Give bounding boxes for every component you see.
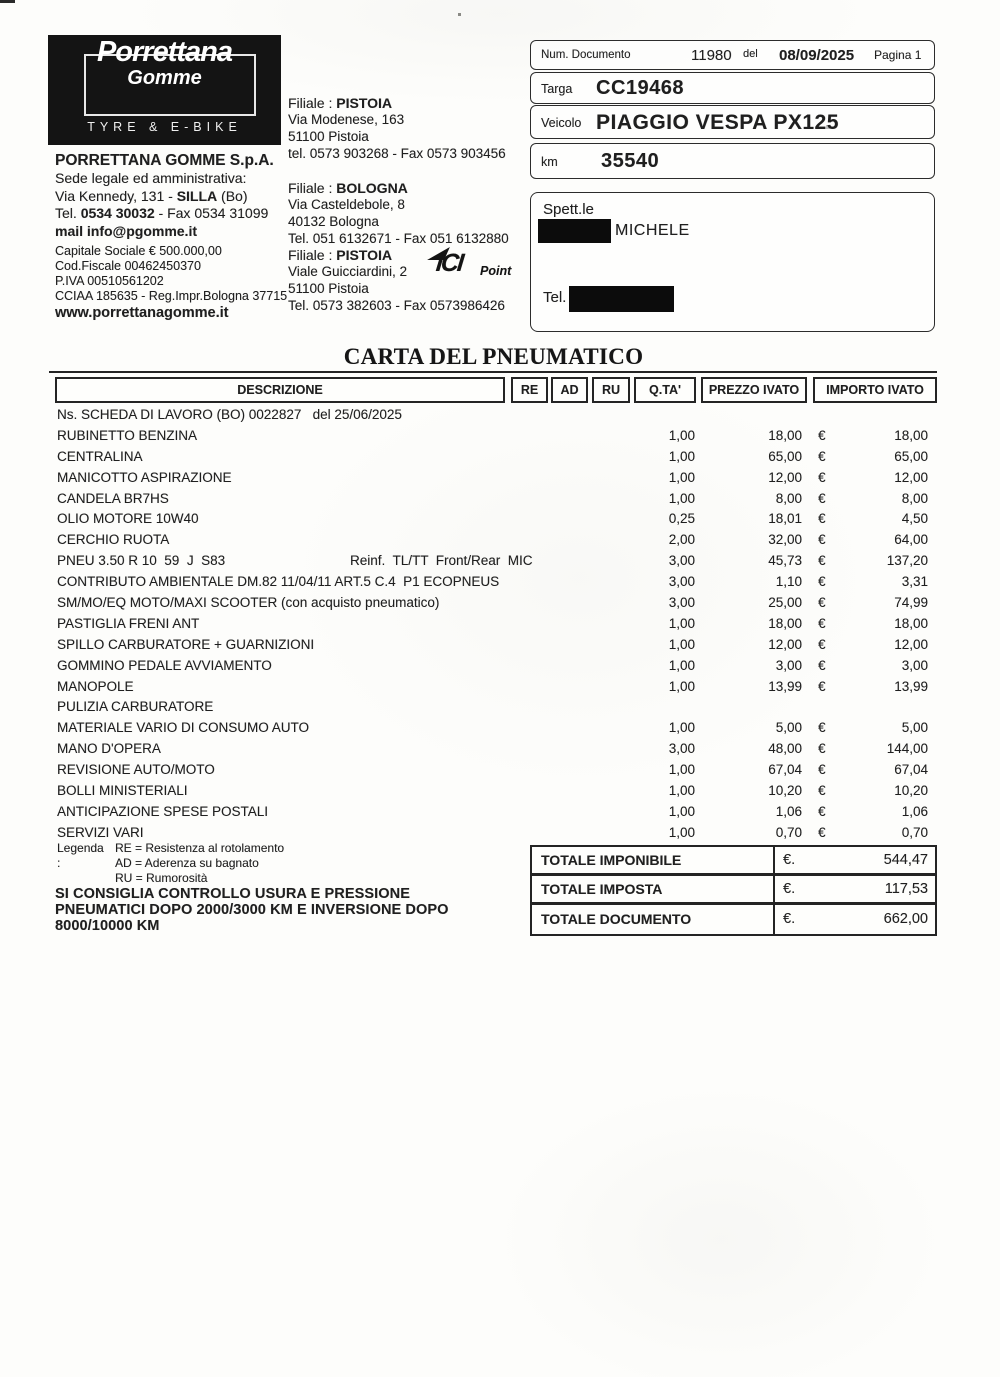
customer-salutation: Spett.le — [543, 201, 594, 218]
vehicle-value: PIAGGIO VESPA PX125 — [596, 111, 839, 134]
hq-street-line — [55, 188, 274, 206]
table-row — [50, 613, 937, 634]
euro-symbol: € — [818, 469, 826, 485]
company-registry-block — [55, 244, 287, 321]
row-unit-price: 1,06 — [775, 803, 802, 819]
doc-date: 08/09/2025 — [779, 47, 855, 64]
row-unit-price: 45,73 — [768, 553, 802, 569]
row-description: CERCHIO RUOTA — [57, 532, 170, 548]
table-row — [50, 634, 937, 655]
hq-street-suffix: (Bo) — [217, 187, 248, 204]
row-quantity: 1,00 — [668, 448, 695, 464]
hq-phone-line — [55, 205, 274, 223]
total-documento-row — [530, 903, 937, 936]
header-descrizione: DESCRIZIONE — [55, 377, 505, 403]
scan-artifact — [0, 0, 15, 3]
vehicle-row — [530, 105, 935, 139]
row-extra-detail: Reinf. TL/TT Front/Rear MIC — [350, 553, 533, 569]
row-quantity: 1,00 — [668, 803, 695, 819]
company-email: mail info@pgomme.it — [55, 222, 197, 239]
hq-tel-prefix: Tel. — [55, 205, 81, 221]
row-quantity: 1,00 — [668, 657, 695, 673]
branch-label: Filiale : — [288, 247, 337, 263]
table-top-rule — [49, 371, 937, 373]
plate-value: CC19468 — [596, 77, 685, 99]
table-row — [50, 717, 937, 738]
row-unit-price: 13,99 — [768, 678, 802, 694]
row-amount: 67,04 — [894, 762, 928, 778]
branch-heading — [288, 180, 509, 196]
header-prezzo-ivato: PREZZO IVATO — [701, 377, 807, 403]
row-unit-price: 1,10 — [775, 574, 802, 590]
row-description: Ns. SCHEDA DI LAVORO (BO) 0022827 del 25/06/2025 — [57, 407, 402, 422]
company-identity-block — [55, 152, 274, 240]
row-description: MATERIALE VARIO DI CONSUMO AUTO — [57, 720, 310, 736]
table-row — [50, 780, 937, 801]
row-quantity: 1,00 — [668, 490, 695, 506]
branch-label: Filiale : — [288, 180, 337, 196]
hq-label: Sede legale ed amministrativa: — [55, 170, 247, 186]
logo-wordmark-line1: Porrettana — [96, 36, 233, 68]
row-quantity: 1,00 — [668, 615, 695, 631]
row-unit-price: 18,01 — [768, 511, 802, 527]
company-website: www.porrettanagomme.it — [55, 305, 229, 321]
row-amount: 137,20 — [886, 553, 928, 569]
row-quantity: 1,00 — [668, 427, 695, 443]
ici-point-label: Point — [480, 264, 512, 278]
customer-box — [530, 192, 935, 332]
row-quantity: 3,00 — [668, 553, 695, 569]
row-unit-price: 18,00 — [768, 427, 802, 443]
cciaa-line: CCIAA 185635 - Reg.Impr.Bologna 37715 — [55, 289, 288, 303]
row-quantity: 0,25 — [668, 511, 695, 527]
logo-wordmark-line2: Gomme — [127, 67, 202, 89]
customer-tel-redaction — [569, 286, 674, 312]
row-unit-price: 3,00 — [775, 657, 802, 673]
advice-line-2: PNEUMATICI DOPO 2000/3000 KM E INVERSIONE DOPO — [55, 902, 449, 918]
ici-wordmark: ICI — [434, 249, 464, 277]
row-description: OLIO MOTORE 10W40 — [57, 511, 199, 527]
row-description: REVISIONE AUTO/MOTO — [57, 762, 215, 778]
euro-symbol: € — [818, 595, 826, 611]
branch-city: PISTOIA — [336, 95, 392, 111]
row-description: MANOPOLE — [57, 678, 134, 694]
company-name: PORRETTANA GOMME S.p.A. — [55, 152, 274, 169]
vat-line: P.IVA 00510561202 — [55, 274, 164, 288]
odometer-label: km — [541, 155, 558, 169]
doc-number-label: Num. Documento — [541, 49, 631, 61]
row-description: PNEU 3.50 R 10 59 J S83 — [57, 553, 226, 569]
table-row — [50, 529, 937, 550]
row-amount: 5,00 — [901, 720, 928, 736]
total-imponibile-label: TOTALE IMPONIBILE — [532, 847, 775, 873]
total-documento-label: TOTALE DOCUMENTO — [532, 905, 775, 934]
branch-block-bologna — [288, 180, 509, 247]
total-imponibile-row — [530, 845, 937, 875]
row-quantity: 1,00 — [668, 469, 695, 485]
header-qta: Q.TA' — [634, 377, 696, 403]
branch-zip-city: 51100 Pistoia — [288, 281, 369, 296]
branch-zip-city: 40132 Bologna — [288, 214, 379, 229]
row-amount: 0,70 — [901, 824, 928, 840]
total-imposta-amount: 117,53 — [884, 881, 928, 897]
plate-row — [530, 72, 935, 104]
row-description: RUBINETTO BENZINA — [57, 427, 198, 443]
legend-item-ru: RU = Rumorosità — [115, 871, 208, 885]
hq-fax-number: - Fax 0534 31099 — [154, 205, 269, 221]
row-quantity: 1,00 — [668, 762, 695, 778]
advice-line-1: SI CONSIGLIA CONTROLLO USURA E PRESSIONE — [55, 886, 410, 902]
table-row — [50, 508, 937, 529]
euro-symbol: € — [818, 762, 826, 778]
odometer-value: 35540 — [601, 150, 660, 172]
row-amount: 3,31 — [901, 574, 928, 590]
euro-symbol: € — [818, 741, 826, 757]
legend-item-ad: AD = Aderenza su bagnato — [115, 856, 259, 870]
hq-street-city: SILLA — [176, 187, 218, 204]
row-unit-price: 8,00 — [775, 490, 802, 506]
company-logo — [48, 35, 281, 145]
euro-symbol: € — [818, 783, 826, 799]
row-quantity: 1,00 — [668, 824, 695, 840]
doc-del-label: del — [743, 48, 758, 60]
row-amount: 1,06 — [901, 803, 928, 819]
total-documento-value-cell — [775, 905, 935, 934]
row-description: PASTIGLIA FRENI ANT — [57, 615, 200, 631]
legend-item-re: RE = Resistenza al rotolamento — [115, 841, 285, 855]
euro-symbol: € — [818, 636, 826, 652]
doc-number-value: 11980 — [691, 47, 732, 64]
row-amount: 4,50 — [901, 511, 928, 527]
euro-symbol: € — [818, 448, 826, 464]
customer-tel-label: Tel. — [543, 289, 567, 306]
branch-street: Via Modenese, 163 — [288, 112, 405, 127]
currency-prefix: €. — [783, 852, 796, 868]
customer-name-visible: MICHELE — [615, 222, 690, 239]
row-description: ANTICIPAZIONE SPESE POSTALI — [57, 803, 269, 819]
euro-symbol: € — [818, 615, 826, 631]
euro-symbol: € — [818, 678, 826, 694]
vehicle-label: Veicolo — [541, 116, 582, 130]
table-row — [50, 550, 937, 571]
total-imponibile-amount: 544,47 — [883, 852, 928, 868]
euro-symbol: € — [818, 427, 826, 443]
currency-prefix: €. — [783, 911, 796, 927]
doc-number-row — [530, 40, 935, 70]
branch-label: Filiale : — [288, 95, 337, 111]
row-description: MANICOTTO ASPIRAZIONE — [57, 469, 232, 485]
row-description: PULIZIA CARBURATORE — [57, 699, 214, 715]
row-unit-price: 48,00 — [768, 741, 802, 757]
euro-symbol: € — [818, 657, 826, 673]
row-quantity: 1,00 — [668, 783, 695, 799]
row-quantity: 2,00 — [668, 532, 695, 548]
line-items — [50, 404, 937, 843]
row-unit-price: 67,04 — [768, 762, 802, 778]
table-row — [50, 488, 937, 509]
row-description: BOLLI MINISTERIALI — [57, 783, 188, 799]
row-description: CONTRIBUTO AMBIENTALE DM.82 11/04/11 ART.5 C.4 P1 ECOPNEUS — [57, 574, 500, 590]
row-amount: 8,00 — [901, 490, 928, 506]
row-amount: 3,00 — [901, 657, 928, 673]
row-unit-price: 5,00 — [775, 720, 802, 736]
odometer-row — [530, 143, 935, 179]
legend-label: Legenda : — [57, 841, 104, 870]
row-unit-price: 25,00 — [768, 595, 802, 611]
row-amount: 18,00 — [894, 615, 928, 631]
total-imposta-label: TOTALE IMPOSTA — [532, 876, 775, 902]
total-imponibile-value-cell — [775, 847, 935, 873]
row-description: MANO D'OPERA — [57, 741, 161, 757]
plate-label: Targa — [541, 82, 573, 96]
row-unit-price: 0,70 — [775, 824, 802, 840]
doc-page-label: Pagina 1 — [874, 48, 922, 62]
table-row — [50, 738, 937, 759]
table-row — [50, 822, 937, 843]
table-row — [50, 759, 937, 780]
row-quantity: 3,00 — [668, 595, 695, 611]
table-row — [50, 655, 937, 676]
header-ad: AD — [551, 377, 588, 403]
branch-zip-city: 51100 Pistoia — [288, 129, 369, 144]
logo-tagline: TYRE & E-BIKE — [87, 120, 242, 134]
row-unit-price: 18,00 — [768, 615, 802, 631]
row-unit-price: 65,00 — [768, 448, 802, 464]
row-unit-price: 10,20 — [768, 783, 802, 799]
legend-items — [115, 841, 435, 886]
euro-symbol: € — [818, 553, 826, 569]
branch-block-pistoia-1 — [288, 95, 506, 162]
euro-symbol: € — [818, 490, 826, 506]
row-description: SPILLO CARBURATORE + GUARNIZIONI — [57, 636, 315, 652]
scan-artifact — [458, 13, 461, 16]
table-row — [50, 592, 937, 613]
table-row — [50, 446, 937, 467]
header-ru: RU — [592, 377, 630, 403]
row-quantity: 1,00 — [668, 720, 695, 736]
total-documento-amount: 662,00 — [883, 911, 928, 927]
row-amount: 12,00 — [894, 469, 928, 485]
euro-symbol: € — [818, 532, 826, 548]
branch-phone: Tel. 0573 382603 - Fax 0573986426 — [288, 298, 505, 313]
euro-symbol: € — [818, 720, 826, 736]
row-description: SM/MO/EQ MOTO/MAXI SCOOTER (con acquisto pneumatico) — [57, 595, 440, 611]
row-unit-price: 12,00 — [768, 469, 802, 485]
table-row — [50, 696, 937, 717]
table-row — [50, 676, 937, 697]
advice-line-3: 8000/10000 KM — [55, 918, 160, 934]
branch-phone: Tel. 051 6132671 - Fax 051 6132880 — [288, 231, 509, 246]
branch-street: Viale Guicciardini, 2 — [288, 264, 408, 279]
row-quantity: 3,00 — [668, 574, 695, 590]
branch-heading — [288, 95, 506, 111]
document-title: CARTA DEL PNEUMATICO — [343, 344, 644, 369]
row-unit-price: 12,00 — [768, 636, 802, 652]
fiscal-code-line: Cod.Fiscale 00462450370 — [55, 259, 201, 273]
table-row — [50, 425, 937, 446]
row-description: GOMMINO PEDALE AVVIAMENTO — [57, 657, 272, 673]
row-quantity: 1,00 — [668, 636, 695, 652]
row-amount: 10,20 — [894, 783, 928, 799]
row-quantity: 1,00 — [668, 678, 695, 694]
row-description: CANDELA BR7HS — [57, 490, 169, 506]
total-imposta-row — [530, 874, 937, 904]
branch-city: BOLOGNA — [336, 180, 408, 196]
row-amount: 144,00 — [886, 741, 928, 757]
table-row — [50, 571, 937, 592]
header-importo-ivato: IMPORTO IVATO — [813, 377, 937, 403]
table-row — [50, 467, 937, 488]
table-row — [50, 801, 937, 822]
row-unit-price: 32,00 — [768, 532, 802, 548]
euro-symbol: € — [818, 824, 826, 840]
row-description: SERVIZI VARI — [57, 824, 144, 840]
hq-tel-number: 0534 30032 — [80, 205, 155, 221]
capital-line: Capitale Sociale € 500.000,00 — [55, 244, 222, 258]
row-amount: 74,99 — [894, 595, 928, 611]
row-amount: 65,00 — [894, 448, 928, 464]
currency-prefix: €. — [783, 881, 796, 897]
maintenance-advice — [55, 886, 449, 934]
euro-symbol: € — [818, 511, 826, 527]
branch-phone: tel. 0573 903268 - Fax 0573 903456 — [288, 146, 506, 161]
header-re: RE — [511, 377, 548, 403]
branch-city: PISTOIA — [336, 247, 392, 263]
row-quantity: 3,00 — [668, 741, 695, 757]
euro-symbol: € — [818, 574, 826, 590]
branch-street: Via Casteldebole, 8 — [288, 197, 405, 212]
row-amount: 12,00 — [894, 636, 928, 652]
row-amount: 13,99 — [894, 678, 928, 694]
table-row — [50, 404, 937, 425]
customer-name-redaction — [538, 219, 611, 243]
total-imposta-value-cell — [775, 876, 935, 902]
row-amount: 18,00 — [894, 427, 928, 443]
euro-symbol: € — [818, 803, 826, 819]
row-amount: 64,00 — [894, 532, 928, 548]
hq-street-prefix: Via Kennedy, 131 - — [55, 187, 177, 204]
ici-point-logo — [428, 247, 512, 289]
row-description: CENTRALINA — [57, 448, 143, 464]
